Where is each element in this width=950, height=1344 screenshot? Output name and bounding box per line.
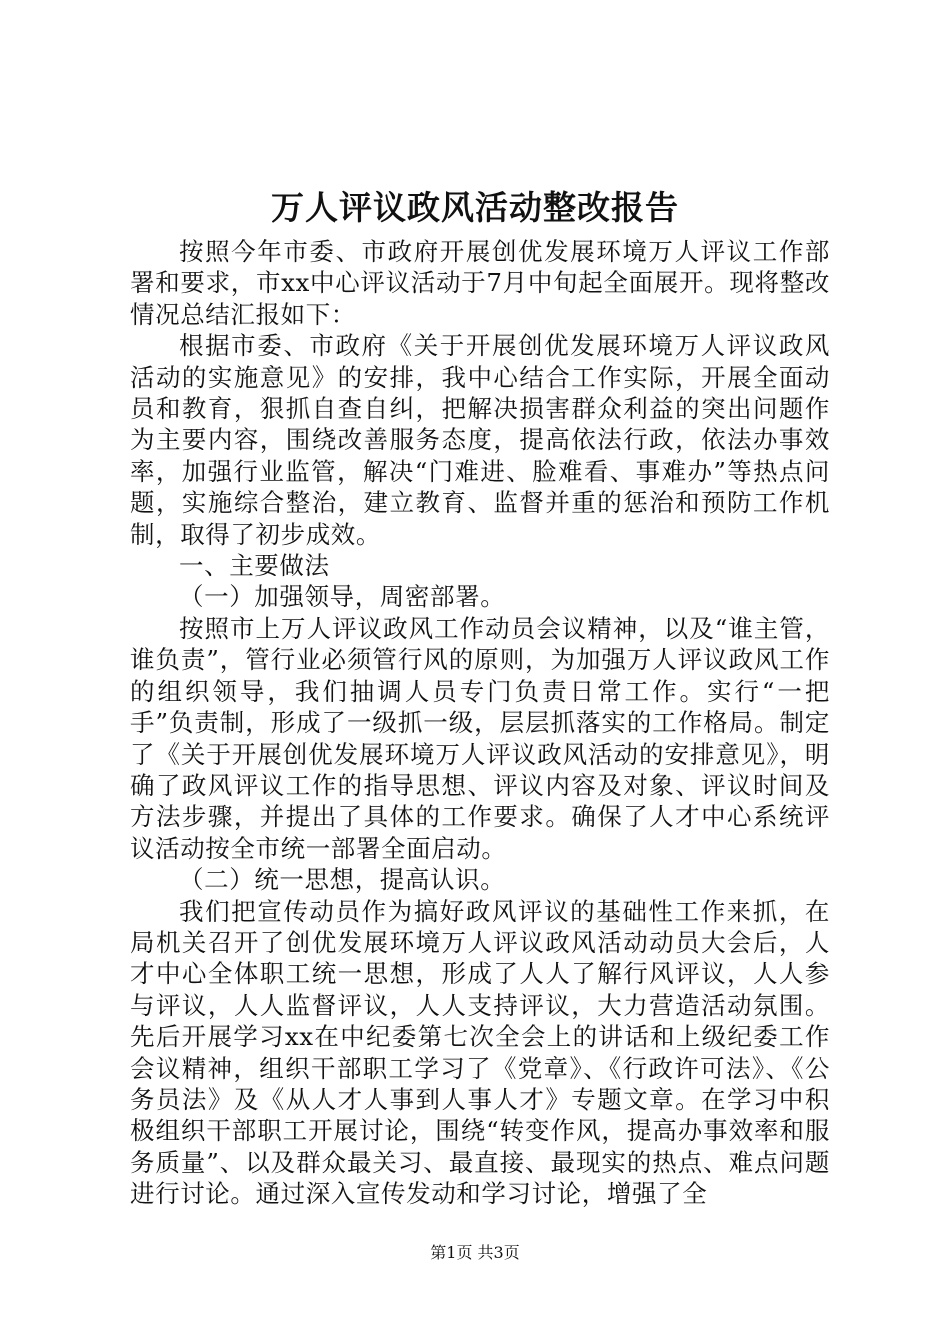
leadership-paragraph: 按照市上万人评议政风工作动员会议精神，以及“谁主管，谁负责”，管行业必须管行风的原则，为加强万人评议政风工作的组织领导，我们抽调人员专门负责日常工作。实行“一把手”负责制，形成了一级抓一级，层层抓落实的工作格局。制定了《关于开展创优发展环境万人评议政风活动的安排意见》，明确了政风评议工作的指导思想、评议内容及对象、评议时间及方法步骤，并提出了具体的工作要求。确保了人才中心系统评议活动按全市统一部署全面启动。 <box>130 613 830 863</box>
section-heading-main-practices: 一、主要做法 <box>179 551 330 581</box>
document-body <box>130 236 830 1210</box>
subsection-heading-unify-thinking: （二）统一思想，提高认识。 <box>179 865 506 895</box>
unify-thinking-paragraph: 我们把宣传动员作为搞好政风评议的基础性工作来抓，在局机关召开了创优发展环境万人评议政风活动动员大会后，人才中心全体职工统一思想，形成了人人了解行风评议，人人参与评议，人人监督评议，人人支持评议，大力营造活动氛围。先后开展学习xx在中纪委第七次全会上的讲话和上级纪委工作会议精神，组织干部职工学习了《党章》、《行政许可法》、《公务员法》及《从人才人事到人事人才》专题文章。在学习中积极组织干部职工开展讨论，围绕“转变作风，提高办事效率和服务质量”、以及群众最关习、最直接、最现实的热点、难点问题进行讨论。通过深入宣传发动和学习讨论，增强了全 <box>130 896 830 1209</box>
page-footer: 第1页 共3页 <box>430 1243 520 1262</box>
overview-paragraph: 根据市委、市政府《关于开展创优发展环境万人评议政风活动的实施意见》的安排，我中心结合工作实际，开展全面动员和教育，狠抓自查自纠，把解决损害群众利益的突出问题作为主要内容，围绕改善服务态度，提高依法行政，依法办事效率，加强行业监管，解决“门难进、脸难看、事难办”等热点问题，实施综合整治，建立教育、监督并重的惩治和预防工作机制，取得了初步成效。 <box>130 331 830 549</box>
document-title: 万人评议政风活动整改报告 <box>271 188 679 227</box>
subsection-heading-leadership: （一）加强领导，周密部署。 <box>179 582 506 612</box>
intro-paragraph: 按照今年市委、市政府开展创优发展环境万人评议工作部署和要求，市xx中心评议活动于7月中旬起全面展开。现将整改情况总结汇报如下： <box>130 237 830 329</box>
